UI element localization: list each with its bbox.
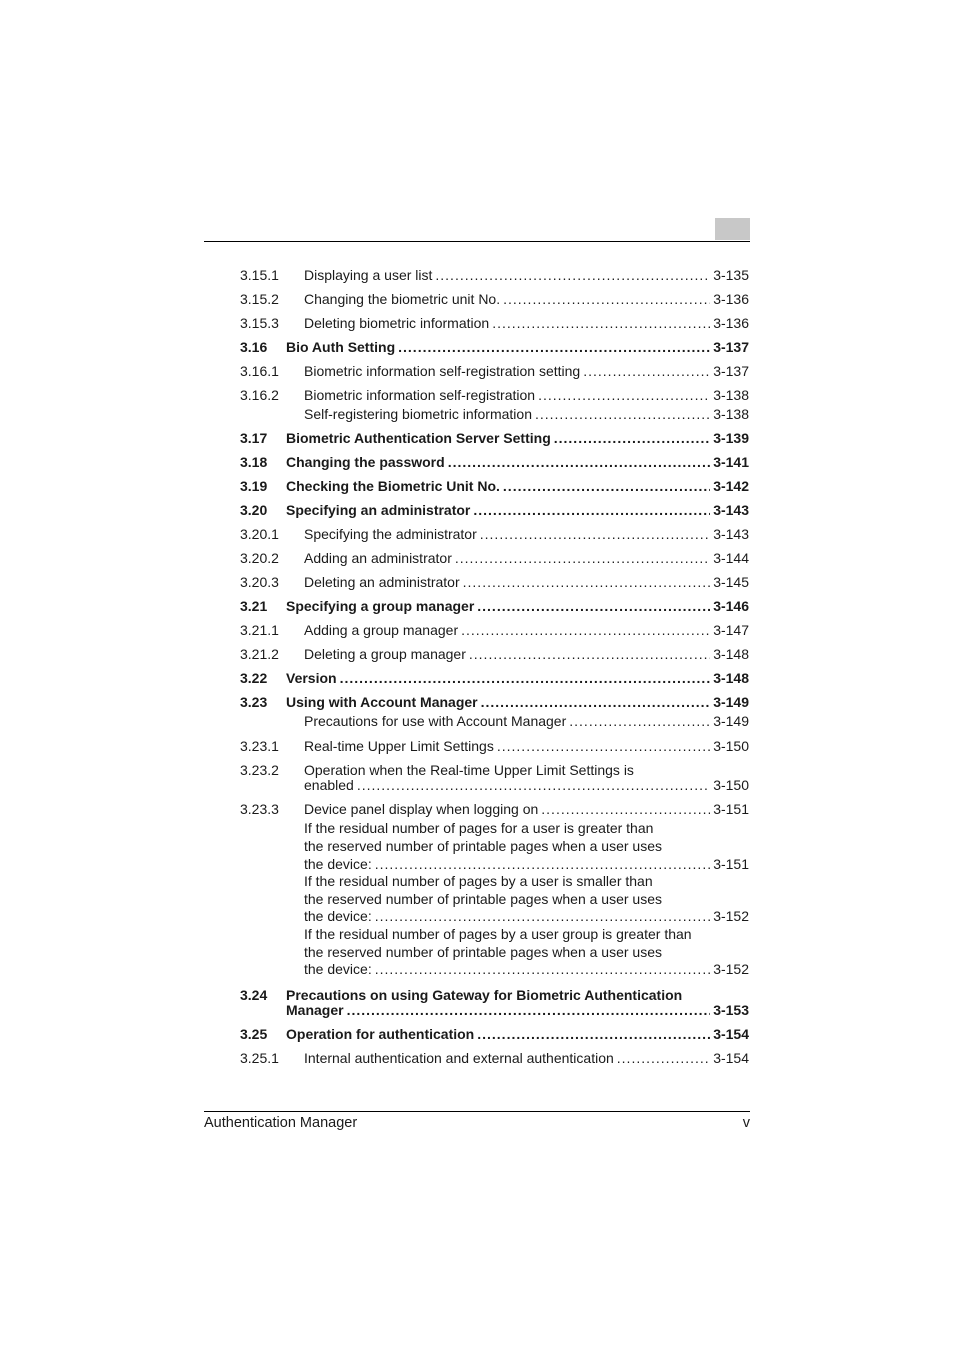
- toc-entry-number: 3.23.2: [240, 762, 279, 778]
- toc-section-page: 3-148: [713, 670, 749, 686]
- dot-leader: [480, 525, 710, 543]
- toc-subentry-page: 3-138: [713, 406, 749, 422]
- toc-entry-number: 3.23.3: [240, 801, 279, 817]
- toc-section-number: 3.21: [240, 598, 268, 614]
- toc-section[interactable]: [240, 1025, 749, 1043]
- toc-entry-title: Biometric information self-registration: [304, 387, 536, 403]
- footer-rule: [204, 1111, 750, 1112]
- toc-subentry[interactable]: [304, 712, 749, 730]
- toc-section-title: Using with Account Manager: [286, 694, 478, 710]
- toc-section[interactable]: [240, 338, 749, 356]
- toc-section-title: Bio Auth Setting: [286, 339, 396, 355]
- toc-entry-page: 3-136: [713, 291, 749, 307]
- toc-entry-title: Device panel display when logging on: [304, 801, 539, 817]
- toc-entry-number: 3.25.1: [240, 1050, 279, 1066]
- toc-entry[interactable]: [240, 645, 749, 663]
- toc-entry-page: 3-137: [713, 363, 749, 379]
- toc-entry-number: 3.21.1: [240, 622, 279, 638]
- toc-section-number: 3.24: [240, 987, 268, 1003]
- footer-title: Authentication Manager: [204, 1115, 358, 1131]
- toc-entry-number: 3.20.3: [240, 574, 279, 590]
- dot-leader: [448, 453, 711, 471]
- toc-section-number: 3.18: [240, 454, 268, 470]
- dot-leader: [497, 737, 710, 755]
- toc-subentry[interactable]: [304, 819, 749, 873]
- toc-section-title-line: Precautions on using Gateway for Biometric Authentication: [286, 987, 683, 1003]
- toc-section[interactable]: [240, 501, 749, 519]
- dot-leader: [541, 800, 710, 818]
- toc-entry-number: 3.21.2: [240, 646, 279, 662]
- toc-entry-page: 3-135: [713, 267, 749, 283]
- toc-subentry-title-line: the device:: [304, 856, 372, 872]
- toc-entry[interactable]: [240, 549, 749, 567]
- toc-subentry-page: 3-152: [713, 908, 749, 924]
- header-tab-marker: [715, 218, 750, 240]
- dot-leader: [473, 501, 710, 519]
- toc-entry[interactable]: [240, 314, 749, 332]
- toc-entry[interactable]: [240, 800, 749, 978]
- toc-entry[interactable]: [240, 573, 749, 591]
- toc-subentry-title-line: If the residual number of pages by a user group is greater than: [304, 926, 692, 942]
- toc-entry-title: Adding a group manager: [304, 622, 459, 638]
- toc-section-title: Biometric Authentication Server Setting: [286, 430, 551, 446]
- toc-entry[interactable]: [240, 525, 749, 543]
- toc-subentry-title-line: If the residual number of pages by a user is smaller than: [304, 873, 653, 889]
- toc-entry-title: Deleting an administrator: [304, 574, 460, 590]
- toc-section-title: Specifying a group manager: [286, 598, 475, 614]
- dot-leader: [481, 693, 711, 711]
- toc-section-number: 3.20: [240, 502, 268, 518]
- toc-entry-title: Deleting a group manager: [304, 646, 466, 662]
- toc-entry-page: 3-150: [713, 777, 749, 793]
- toc-entry-number: 3.16.1: [240, 363, 279, 379]
- toc-entry-number: 3.15.2: [240, 291, 279, 307]
- toc-entry-number: 3.23.1: [240, 738, 279, 754]
- toc-section-page: 3-153: [713, 1002, 749, 1018]
- toc-entry[interactable]: [240, 266, 749, 284]
- toc-entry[interactable]: [240, 386, 749, 423]
- dot-leader: [503, 290, 710, 308]
- dot-leader: [538, 386, 710, 404]
- toc-section-title: Specifying an administrator: [286, 502, 471, 518]
- toc-entry-number: 3.20.2: [240, 550, 279, 566]
- toc-section[interactable]: [240, 477, 749, 495]
- dot-leader: [463, 573, 711, 591]
- toc-section-page: 3-154: [713, 1026, 749, 1042]
- dot-leader: [375, 908, 710, 925]
- toc-entry-number: 3.15.1: [240, 267, 279, 283]
- toc-section-page: 3-141: [713, 454, 749, 470]
- toc-entry-page: 3-145: [713, 574, 749, 590]
- header-rule: [204, 241, 750, 242]
- toc-entry-title: Biometric information self-registration setting: [304, 363, 581, 379]
- dot-leader: [461, 621, 710, 639]
- toc-subentry[interactable]: [304, 873, 749, 925]
- toc-entry-page: 3-148: [713, 646, 749, 662]
- toc-subentry-title-line: the reserved number of printable pages when a user uses: [304, 838, 662, 854]
- toc-section-number: 3.16: [240, 339, 268, 355]
- toc-entry-page: 3-136: [713, 315, 749, 331]
- toc-section-page: 3-142: [713, 478, 749, 494]
- toc-subentry-title: Self-registering biometric information: [304, 406, 532, 422]
- dot-leader: [357, 777, 710, 794]
- toc-subentry-page: 3-152: [713, 961, 749, 977]
- toc-entry[interactable]: [240, 761, 749, 794]
- toc-section-title: Version: [286, 670, 337, 686]
- toc-entry-page: 3-143: [713, 526, 749, 542]
- table-of-contents: [240, 266, 749, 1067]
- dot-leader: [469, 645, 710, 663]
- toc-subentry-title-line: the device:: [304, 961, 372, 977]
- toc-entry[interactable]: [240, 621, 749, 639]
- toc-entry-title: Changing the biometric unit No.: [304, 291, 501, 307]
- toc-section[interactable]: [240, 597, 749, 615]
- dot-leader: [617, 1049, 710, 1067]
- toc-entry[interactable]: [240, 1049, 749, 1067]
- page-number: v: [742, 1115, 750, 1131]
- toc-entry-title: Specifying the administrator: [304, 526, 477, 542]
- dot-leader: [347, 1002, 711, 1019]
- toc-section-page: 3-146: [713, 598, 749, 614]
- dot-leader: [554, 429, 710, 447]
- toc-section[interactable]: [240, 986, 749, 1019]
- dot-leader: [583, 362, 710, 380]
- toc-section-number: 3.19: [240, 478, 268, 494]
- toc-subentry-page: 3-151: [713, 856, 749, 872]
- toc-entry-title: Deleting biometric information: [304, 315, 490, 331]
- toc-section-title: Changing the password: [286, 454, 445, 470]
- toc-section-number: 3.17: [240, 430, 268, 446]
- dot-leader: [477, 1025, 710, 1043]
- dot-leader: [492, 314, 710, 332]
- toc-subentry-page: 3-149: [713, 713, 749, 729]
- dot-leader: [569, 712, 710, 730]
- dot-leader: [375, 855, 710, 873]
- toc-entry-page: 3-147: [713, 622, 749, 638]
- dot-leader: [477, 597, 710, 615]
- toc-entry-page: 3-151: [713, 801, 749, 817]
- toc-section-page: 3-143: [713, 502, 749, 518]
- toc-section-number: 3.23: [240, 694, 268, 710]
- toc-section-number: 3.25: [240, 1026, 268, 1042]
- toc-section[interactable]: [240, 429, 749, 447]
- toc-subentry-title-line: the reserved number of printable pages when a user uses: [304, 891, 662, 907]
- toc-entry-title: Displaying a user list: [304, 267, 433, 283]
- toc-entry-title-line: enabled: [304, 777, 354, 793]
- toc-section[interactable]: [240, 669, 749, 687]
- toc-entry[interactable]: [240, 290, 749, 308]
- toc-entry[interactable]: [240, 362, 749, 380]
- toc-section-page: 3-149: [713, 694, 749, 710]
- dot-leader: [535, 405, 710, 423]
- toc-subentry[interactable]: [304, 405, 749, 423]
- toc-section-title-line: Manager: [286, 1002, 344, 1018]
- toc-entry-title: Real-time Upper Limit Settings: [304, 738, 494, 754]
- toc-section-title: Operation for authentication: [286, 1026, 475, 1042]
- toc-section-title: Checking the Biometric Unit No.: [286, 478, 500, 494]
- toc-section-number: 3.22: [240, 670, 268, 686]
- toc-entry-page: 3-150: [713, 738, 749, 754]
- toc-entry-title: Adding an administrator: [304, 550, 452, 566]
- toc-section[interactable]: [240, 453, 749, 471]
- toc-entry-page: 3-138: [713, 387, 749, 403]
- toc-subentry-title-line: If the residual number of pages for a user is greater than: [304, 820, 654, 836]
- toc-entry-page: 3-154: [713, 1050, 749, 1066]
- toc-entry[interactable]: [240, 737, 749, 755]
- dot-leader: [375, 961, 710, 978]
- dot-leader: [340, 669, 711, 687]
- toc-section-page: 3-139: [713, 430, 749, 446]
- toc-section[interactable]: [240, 693, 749, 730]
- toc-section-page: 3-137: [713, 339, 749, 355]
- toc-entry-title: Internal authentication and external authentication: [304, 1050, 614, 1066]
- toc-entry-number: 3.15.3: [240, 315, 279, 331]
- toc-subentry[interactable]: [304, 925, 749, 978]
- dot-leader: [398, 338, 710, 356]
- toc-entry-title-line: Operation when the Real-time Upper Limit Settings is: [304, 762, 634, 778]
- dot-leader: [435, 266, 710, 284]
- toc-entry-number: 3.16.2: [240, 387, 279, 403]
- toc-entry-number: 3.20.1: [240, 526, 279, 542]
- dot-leader: [455, 549, 710, 567]
- toc-subentry-title: Precautions for use with Account Manager: [304, 713, 567, 729]
- dot-leader: [503, 477, 710, 495]
- toc-entry-page: 3-144: [713, 550, 749, 566]
- toc-subentry-title-line: the device:: [304, 908, 372, 924]
- toc-subentry-title-line: the reserved number of printable pages when a user uses: [304, 944, 662, 960]
